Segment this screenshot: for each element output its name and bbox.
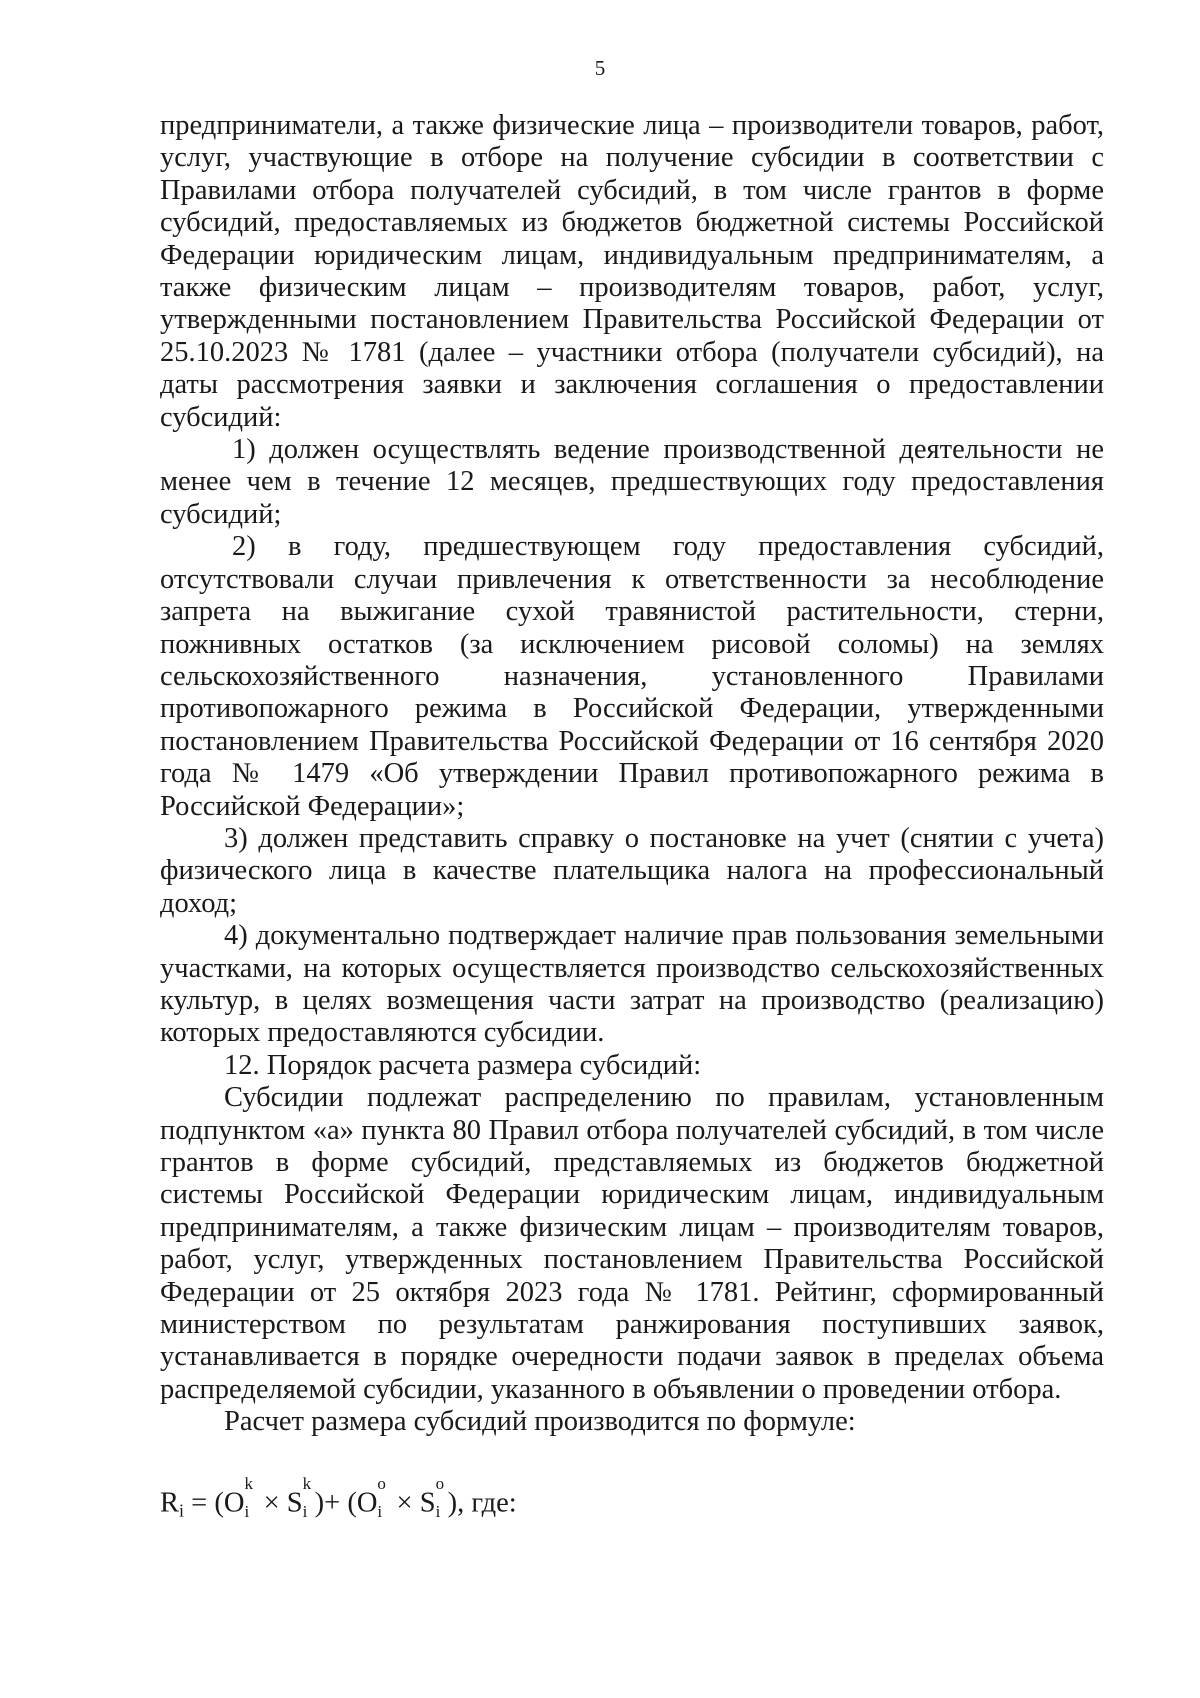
formula-o-o-sub: i bbox=[377, 1501, 383, 1521]
formula-times-1: × bbox=[256, 1487, 287, 1519]
paragraph-distribution: Субсидии подлежат распределению по правилам, установленным подпунктом «а» пункта 80 Правил отбора получателей субсидий, в том числе грантов в форме субсидий, представляемых из бюджетов бюджетной системы Российской Федерации юридическим лицам, индивидуальным предпринимателям, а также физическим лицам – производителям товаров, работ, услуг, утвержденных постановлением Правительства Российской Федерации от 25 октября 2023 года № 1781. Рейтинг, сформированный министерством по результатам ранжирования поступивших заявок, устанавливается в порядке очередности подачи заявок в пределах объема распределяемой субсидии, указанного в объявлении о проведении отбора. bbox=[160, 1082, 1104, 1405]
paragraph-item-1: 1) должен осуществлять ведение производственной деятельности не менее чем в течение 12 месяцев, предшествующих году предоставления субсидий; bbox=[160, 434, 1104, 530]
paragraph-item-2: 2) в году, предшествующем году предоставления субсидий, отсутствовали случаи привлечения к ответственности за несоблюдение запрета на выжигание сухой травянистой растительности, стерни, пожнивных остатков (за исключением рисовой соломы) на землях сельскохозяйственного назначения, установленного Правилами противопожарного режима в Российской Федерации, утвержденными постановлением Правительства Российской Федерации от 16 сентября 2020 года № 1479 «Об утверждении Правил противопожарного режима в Российской Федерации»; bbox=[160, 531, 1104, 822]
formula-o-k-sup: k bbox=[244, 1473, 253, 1493]
formula-eq: = ( bbox=[184, 1487, 224, 1519]
paragraph-item-4: 4) документально подтверждает наличие прав пользования земельными участками, на которых осуществляется производство сельскохозяйственных культур, в целях возмещения части затрат на производство (реализацию) которых предоставляются субсидии. bbox=[160, 920, 1104, 1049]
formula-r: R bbox=[160, 1487, 180, 1519]
formula-s-k-indices bbox=[302, 1473, 315, 1521]
formula-o-k-sub: i bbox=[244, 1501, 250, 1521]
formula-s-o: S bbox=[419, 1487, 436, 1519]
formula-mid: )+ ( bbox=[314, 1487, 357, 1519]
formula-o-o-indices bbox=[377, 1473, 389, 1521]
formula-end: ), где: bbox=[447, 1487, 517, 1519]
formula-s-k-sub: i bbox=[302, 1501, 308, 1521]
subsidy-formula bbox=[160, 1473, 1104, 1521]
formula-s-k: S bbox=[286, 1487, 303, 1519]
paragraph-item-3: 3) должен представить справку о постановке на учет (снятии с учета) физического лица в качестве плательщика налога на профессиональный доход; bbox=[160, 822, 1104, 919]
formula-o-o-sup: o bbox=[377, 1473, 386, 1493]
page-number: 5 bbox=[594, 56, 606, 80]
formula-times-2: × bbox=[389, 1487, 420, 1519]
formula-s-o-sup: o bbox=[435, 1473, 445, 1493]
formula-o-k-indices bbox=[244, 1473, 256, 1521]
paragraph-intro: предприниматели, а также физические лица – производители товаров, работ, услуг, участвующие в отборе на получение субсидии в соответствии с Правилами отбора получателей субсидий, в том числе грантов в форме субсидий, предоставляемых из бюджетов бюджетной системы Российской Федерации юридическим лицам, индивидуальным предпринимателям, а также физическим лицам – производителям товаров, работ, услуг, утвержденными постановлением Правительства Российской Федерации от 25.10.2023 № 1781 (далее – участники отбора (получатели субсидий), на даты рассмотрения заявки и заключения соглашения о предоставлении субсидий: bbox=[160, 110, 1104, 433]
formula-s-o-sub: i bbox=[435, 1501, 441, 1521]
document-body bbox=[160, 110, 1104, 1520]
section-heading-12: 12. Порядок расчета размера субсидий: bbox=[224, 1049, 702, 1081]
formula-r-index: i bbox=[179, 1500, 185, 1521]
formula-s-o-indices bbox=[435, 1473, 448, 1521]
formula-o-k: O bbox=[223, 1487, 245, 1519]
paragraph-formula-intro: Расчет размера субсидий производится по формуле: bbox=[224, 1406, 856, 1438]
formula-s-k-sup: k bbox=[302, 1473, 312, 1493]
formula-o-o: O bbox=[356, 1487, 378, 1519]
